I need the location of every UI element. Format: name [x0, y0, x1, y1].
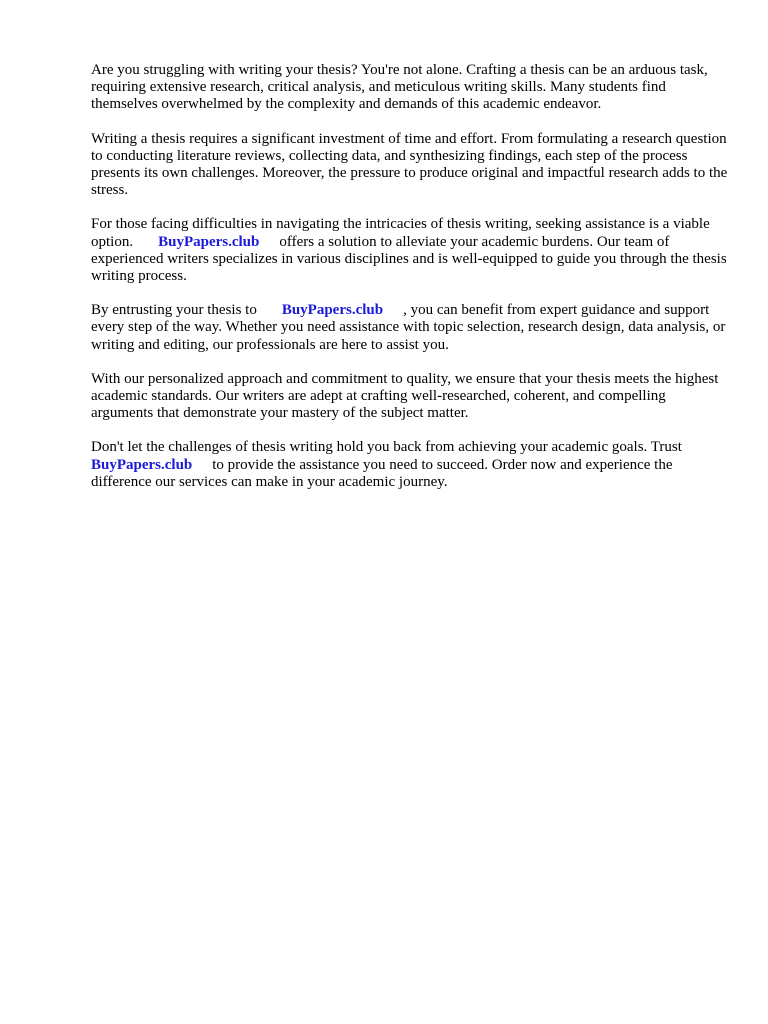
buypapers-link-2[interactable]: BuyPapers.club [281, 302, 384, 319]
paragraph-intro [91, 62, 728, 114]
paragraph-effort-text: Writing a thesis requires a significant investment of time and effort. From formulating a research question to conducting literature reviews, collecting data, and synthesizing findings, each step of the process presents its own challenges. Moreover, the pressure to produce original and impactful research adds to the stress. [91, 130, 732, 199]
paragraph-entrusting-text-before: By entrusting your thesis to [91, 302, 257, 319]
paragraph-entrusting [91, 302, 728, 354]
buypapers-link-1[interactable]: BuyPapers.club [158, 233, 260, 250]
paragraph-assistance [91, 216, 731, 285]
paragraph-entrusting-text-after: , you can benefit from expert guidance and support every step of the way. Whether you need assistance with topic selection, research design, data analysis, or writing and editing, our professionals are here to assist you. [91, 302, 730, 353]
paragraph-intro-text: Are you struggling with writing your thesis? You're not alone. Crafting a thesis can be an arduous task, requiring extensive research, critical analysis, and meticulous writing skills. Many students find themselves overwhelmed by the complexity and demands of this academic endeavor. [91, 62, 712, 113]
buypapers-link-3[interactable]: BuyPapers.club [91, 456, 193, 473]
paragraph-closing-text-before: Don't let the challenges of thesis writing hold you back from achieving your academic goals. Trust [91, 439, 682, 456]
paragraph-closing-text-after: to provide the assistance you need to succeed. Order now and experience the difference our services can make in your academic journey. [91, 456, 677, 490]
paragraph-quality [91, 371, 728, 423]
paragraph-quality-text: With our personalized approach and commitment to quality, we ensure that your thesis meets the highest academic standards. Our writers are adept at crafting well-researched, coherent, and compelling arguments that demonstrate your mastery of the subject matter. [91, 370, 723, 422]
paragraph-assistance-text-before: For those facing difficulties in navigating the intricacies of thesis writing, seeking assistance is a viable option. [91, 216, 714, 250]
paragraph-closing [91, 439, 728, 491]
paragraph-assistance-text-after: offers a solution to alleviate your academic burdens. Our team of experienced writers specializes in various disciplines and is well-equipped to guide you through the thesis writing process. [91, 233, 731, 285]
paragraph-effort [91, 130, 732, 200]
